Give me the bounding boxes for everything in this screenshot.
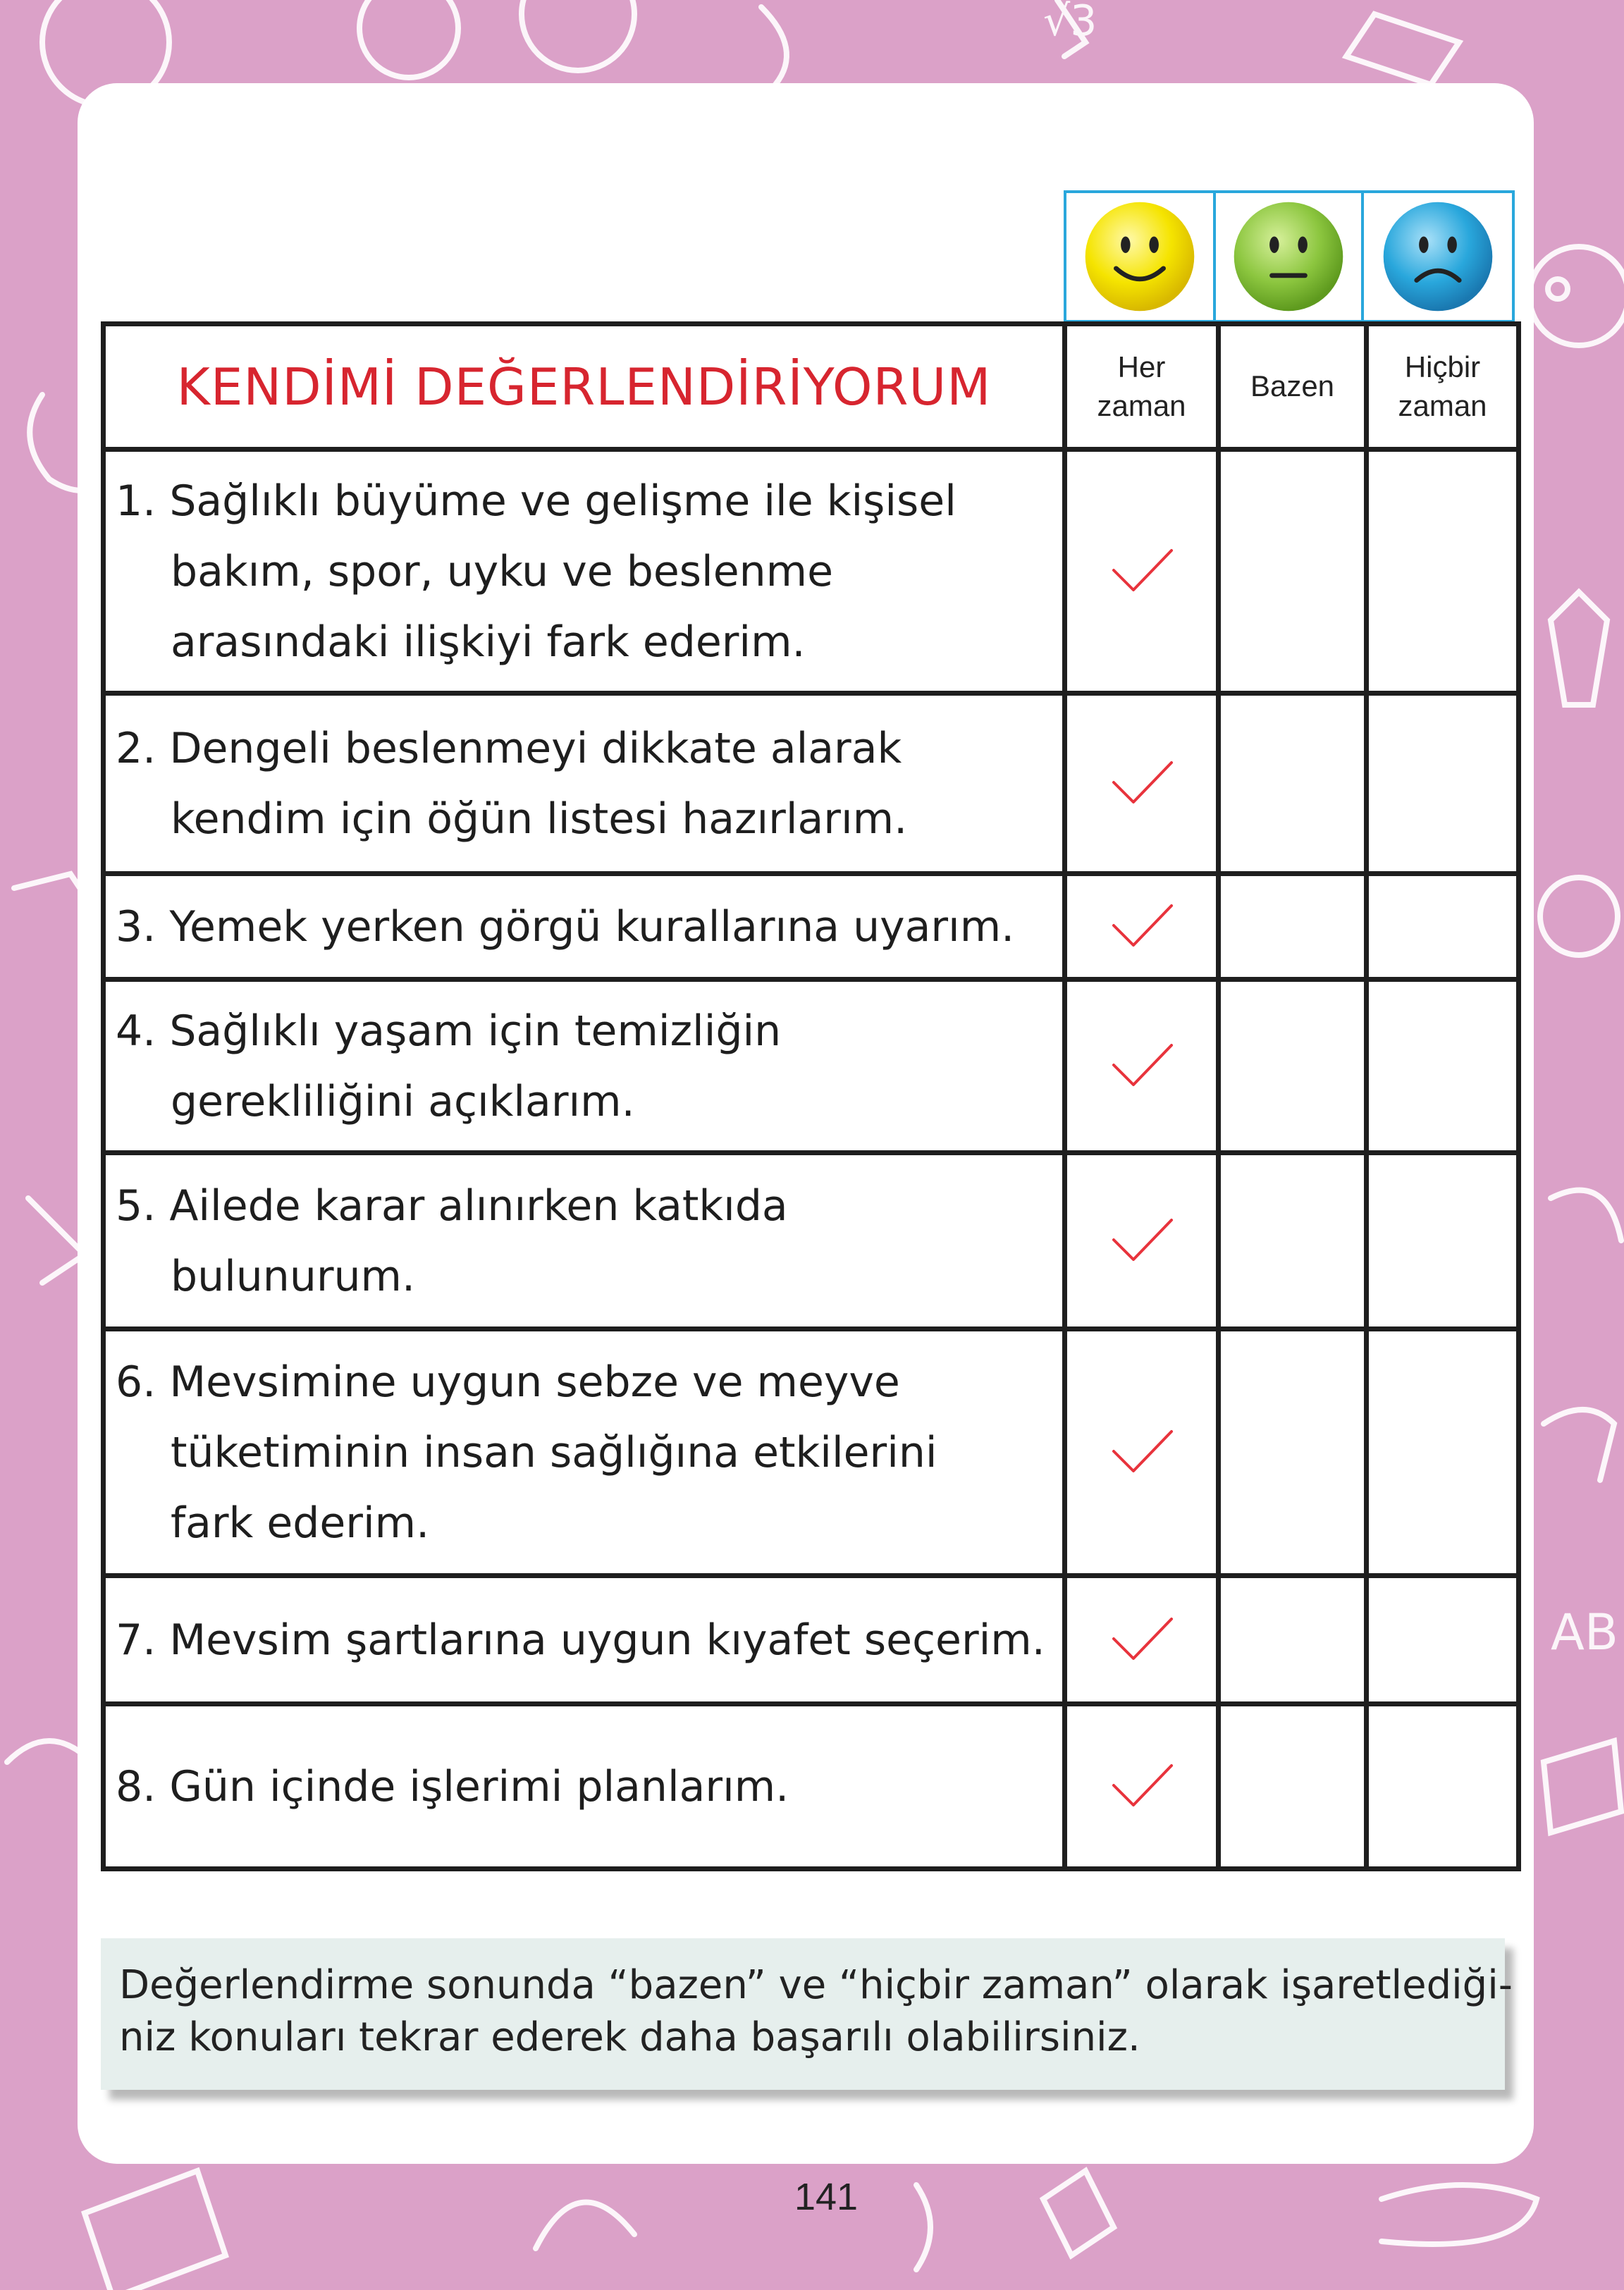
- statement-6-line-1: 6. Mevsimine uygun sebze ve meyve: [116, 1357, 900, 1407]
- cell-always-row-1[interactable]: [1065, 450, 1219, 694]
- sad-face-icon: [1379, 197, 1497, 316]
- statement-3-line-1: 3. Yemek yerken görgü kurallarına uyarım.: [116, 901, 1015, 952]
- table-title: KENDİMİ DEĞERLENDİRİYORUM: [104, 324, 1065, 450]
- advice-note-line-2: niz konuları tekrar ederek daha başarılı olabilirsiniz.: [119, 2014, 1140, 2060]
- svg-text:√3: √3: [1043, 0, 1097, 46]
- check-mark-icon: [1108, 899, 1176, 955]
- statement-2: [104, 694, 1065, 874]
- statement-6: [104, 1329, 1065, 1576]
- column-header-always-line-1: Her: [1117, 350, 1166, 383]
- cell-never-row-7[interactable]: [1367, 1576, 1519, 1704]
- statement-1-line-3: arasındaki ilişkiyi fark ederim.: [171, 617, 806, 667]
- check-mark-icon: [1108, 1213, 1176, 1269]
- statement-2-line-2: kendim için öğün listesi hazırlarım.: [171, 794, 908, 844]
- table-row: [104, 1329, 1519, 1576]
- cell-sometimes-row-8[interactable]: [1219, 1704, 1367, 1869]
- cell-sometimes-row-6[interactable]: [1219, 1329, 1367, 1576]
- check-mark-icon: [1108, 1038, 1176, 1095]
- cell-always-row-8[interactable]: [1065, 1704, 1219, 1869]
- statement-5: [104, 1153, 1065, 1329]
- cell-always-row-2[interactable]: [1065, 694, 1219, 874]
- cell-always-row-3[interactable]: [1065, 874, 1219, 980]
- table-row: [104, 874, 1519, 980]
- check-mark-icon: [1108, 543, 1176, 600]
- neutral-face-icon: [1229, 197, 1348, 316]
- table-row: [104, 694, 1519, 874]
- advice-note: [101, 1938, 1513, 2090]
- cell-always-row-7[interactable]: [1065, 1576, 1219, 1704]
- statement-4: [104, 980, 1065, 1153]
- table-row: [104, 980, 1519, 1153]
- cell-never-row-1[interactable]: [1367, 450, 1519, 694]
- table-row: [104, 1153, 1519, 1329]
- cell-sometimes-row-5[interactable]: [1219, 1153, 1367, 1329]
- self-evaluation-table: [101, 321, 1521, 1871]
- cell-always-row-5[interactable]: [1065, 1153, 1219, 1329]
- svg-text:AB: AB: [1551, 1603, 1618, 1661]
- happy-face-icon: [1081, 197, 1199, 316]
- table-row: [104, 1704, 1519, 1869]
- column-header-never-line-2: zaman: [1398, 388, 1487, 422]
- cell-always-row-6[interactable]: [1065, 1329, 1219, 1576]
- cell-sometimes-row-4[interactable]: [1219, 980, 1367, 1153]
- check-mark-icon: [1108, 1612, 1176, 1668]
- column-header-never-line-1: Hiçbir: [1404, 350, 1481, 383]
- cell-sometimes-row-7[interactable]: [1219, 1576, 1367, 1704]
- statement-5-line-1: 5. Ailede karar alınırken katkıda: [116, 1181, 788, 1231]
- statement-2-line-1: 2. Dengeli beslenmeyi dikkate alarak: [116, 723, 902, 773]
- clock-doodle-icon: [359, 0, 458, 78]
- table-row: [104, 450, 1519, 694]
- advice-note-line-1: Değerlendirme sonunda “bazen” ve “hiçbir zaman” olarak işaretlediği-: [119, 1962, 1513, 2008]
- statement-8: [104, 1704, 1065, 1869]
- cell-sometimes-row-2[interactable]: [1219, 694, 1367, 874]
- check-mark-icon: [1108, 1759, 1176, 1815]
- column-header-always: [1065, 324, 1219, 450]
- statement-1-line-2: bakım, spor, uyku ve beslenme: [171, 546, 833, 596]
- cell-always-row-4[interactable]: [1065, 980, 1219, 1153]
- cell-never-row-6[interactable]: [1367, 1329, 1519, 1576]
- statement-8-line-1: 8. Gün içinde işlerimi planlarım.: [116, 1761, 789, 1811]
- statement-1: [104, 450, 1065, 694]
- column-header-never: [1367, 324, 1519, 450]
- table-row: [104, 1576, 1519, 1704]
- cell-never-row-4[interactable]: [1367, 980, 1519, 1153]
- statement-5-line-2: bulunurum.: [171, 1251, 416, 1301]
- column-header-sometimes: [1219, 324, 1367, 450]
- cell-never-row-8[interactable]: [1367, 1704, 1519, 1869]
- statement-4-line-1: 4. Sağlıklı yaşam için temizliğin: [116, 1006, 782, 1056]
- column-header-sometimes-line-1: Bazen: [1250, 369, 1335, 403]
- table-header-row: [104, 324, 1519, 450]
- cell-never-row-2[interactable]: [1367, 694, 1519, 874]
- neutral-face-box: [1213, 190, 1364, 323]
- statement-7-line-1: 7. Mevsim şartlarına uygun kıyafet seçerim.: [116, 1615, 1045, 1665]
- statement-1-line-1: 1. Sağlıklı büyüme ve gelişme ile kişisel: [116, 476, 956, 526]
- sad-face-box: [1361, 190, 1515, 323]
- statement-4-line-2: gerekliliğini açıklarım.: [171, 1076, 635, 1126]
- cell-sometimes-row-1[interactable]: [1219, 450, 1367, 694]
- statement-3: [104, 874, 1065, 980]
- cell-never-row-3[interactable]: [1367, 874, 1519, 980]
- happy-face-box: [1064, 190, 1216, 323]
- check-mark-icon: [1108, 1424, 1176, 1481]
- statement-6-line-2: tüketiminin insan sağlığına etkilerini: [171, 1427, 937, 1477]
- page-number: 141: [794, 2176, 859, 2218]
- cell-never-row-5[interactable]: [1367, 1153, 1519, 1329]
- cell-sometimes-row-3[interactable]: [1219, 874, 1367, 980]
- statement-6-line-3: fark ederim.: [171, 1498, 430, 1548]
- check-mark-icon: [1108, 756, 1176, 812]
- statement-7: [104, 1576, 1065, 1704]
- column-header-always-line-2: zaman: [1097, 388, 1186, 422]
